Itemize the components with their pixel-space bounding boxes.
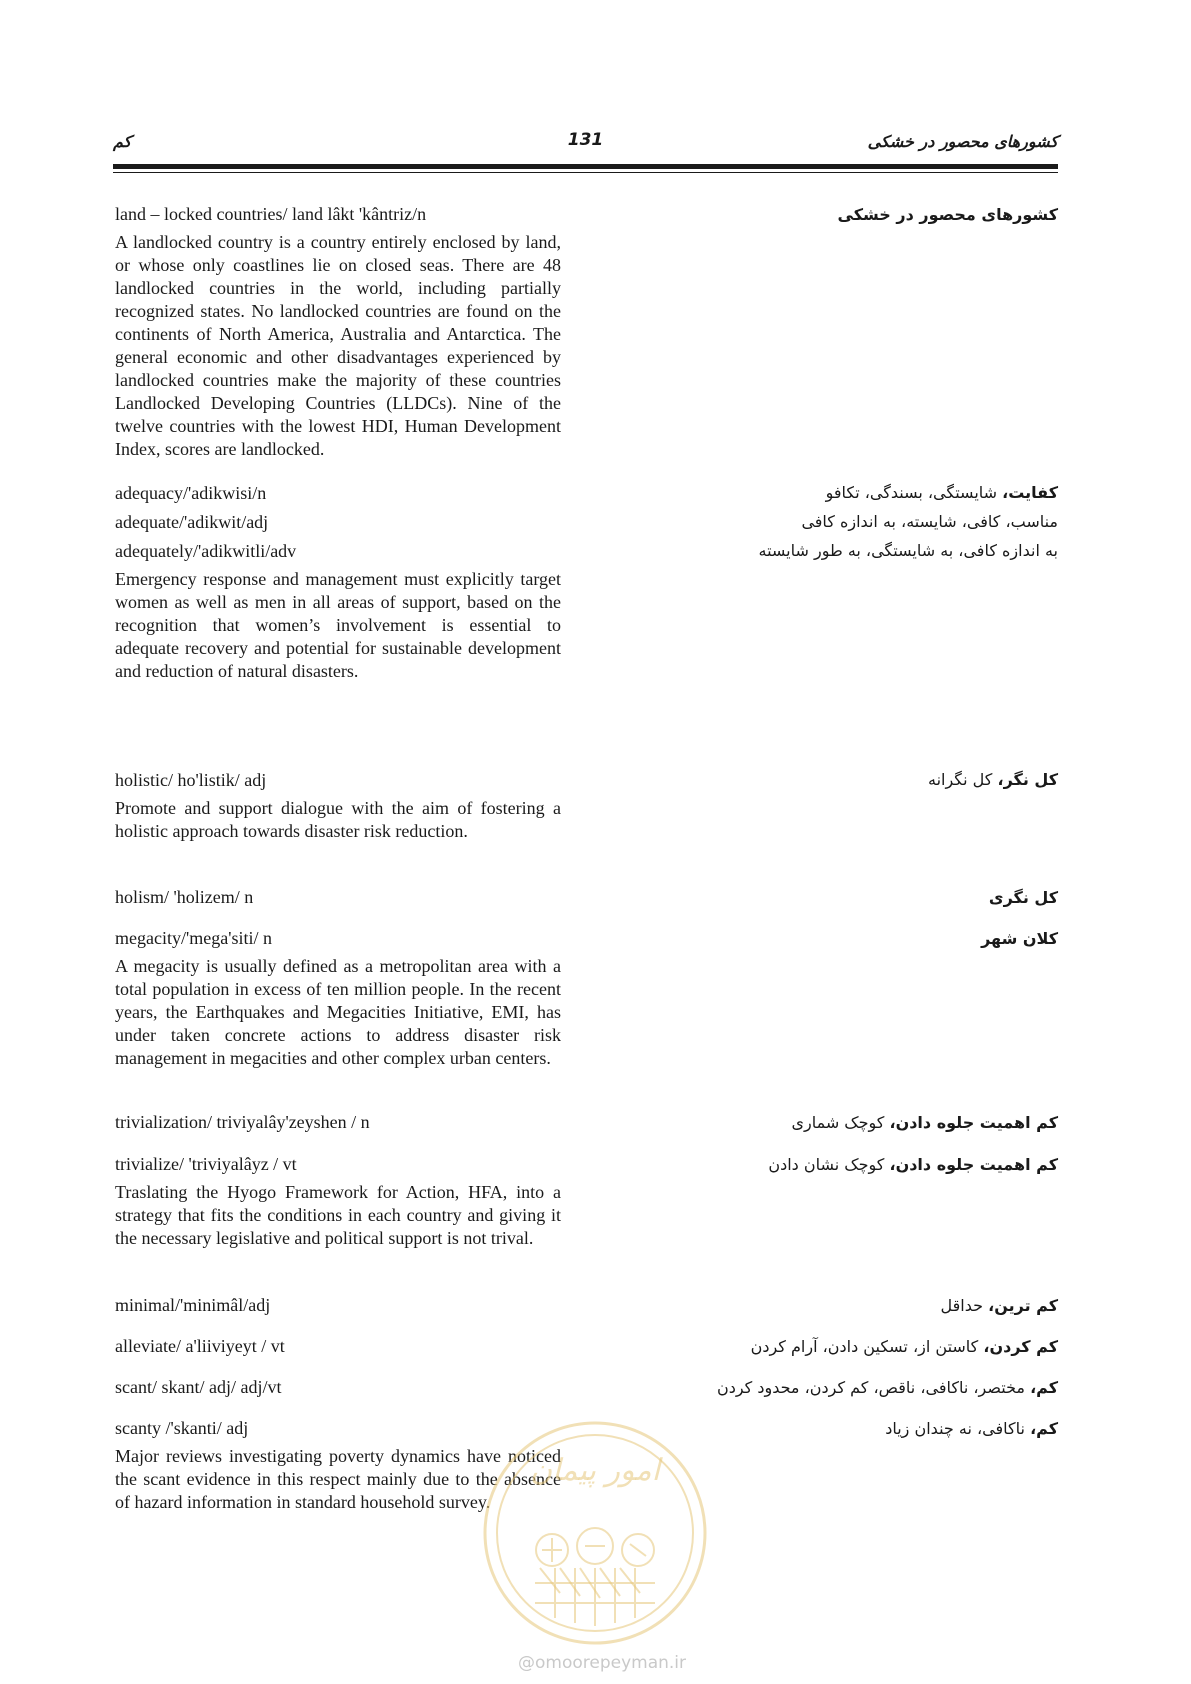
entry-definition: Major reviews investigating poverty dynamics have noticed the scant evidence in this respect mainly due to the absence of hazard information in standard household survey.	[115, 1446, 561, 1512]
entry-definition: Promote and support dialogue with the aim of fostering a holistic approach towards disaster risk reduction.	[115, 798, 561, 841]
persian-entry-alleviate	[598, 1332, 1058, 1361]
entry-term: adequately/'adikwitli/adv	[115, 541, 297, 561]
persian-entry-adequacy	[598, 478, 1058, 565]
english-entry-megacity	[115, 927, 561, 1070]
entry-term: holistic/ ho'listik/ adj	[115, 770, 267, 790]
page-number: 131	[567, 130, 604, 150]
entry-definition: Emergency response and management must explicitly target women as well as men in all areas of support, based on the recognition that women’s involvement is essential to adequate recovery and potential for sustainable development and reduction of natural disasters.	[115, 569, 561, 681]
persian-entry-trivialization	[598, 1108, 1058, 1137]
english-entry-holistic	[115, 769, 561, 843]
entry-term: adequacy/'adikwisi/n	[115, 483, 267, 503]
header-rule-thick	[113, 164, 1058, 169]
running-head-right: کشورهای محصور در خشکی	[867, 132, 1058, 151]
english-entry-holism	[115, 886, 561, 909]
persian-entry-land-locked	[598, 200, 1058, 229]
running-head-left: کم	[113, 132, 132, 151]
persian-line: کفایت، شایستگی، بسندگی، تکافو	[825, 483, 1058, 502]
entry-term: trivialization/ triviyalây'zeyshen / n	[115, 1112, 370, 1132]
english-entry-adequacy	[115, 482, 561, 683]
entry-term: alleviate/ a'liiviyeyt / vt	[115, 1336, 285, 1356]
english-entry-scant	[115, 1376, 561, 1399]
entry-definition: A megacity is usually defined as a metropolitan area with a total population in excess of ten million people. In the recent years, the Earthquakes and Megacities Initiative, EMI, has under taken concrete actions to address disaster risk management in megacities and other complex urban centers.	[115, 956, 561, 1068]
persian-entry-megacity	[598, 924, 1058, 953]
watermark-caption: @omoorepeyman.ir	[517, 1653, 687, 1673]
persian-line: به اندازه کافی، به شایستگی، به طور شایسته	[758, 541, 1058, 560]
page-header	[113, 128, 1058, 152]
english-entry-alleviate	[115, 1335, 561, 1358]
english-entry-minimal	[115, 1294, 561, 1317]
entry-definition: Traslating the Hyogo Framework for Action, HFA, into a strategy that fits the conditions in each country and giving it the necessary legislative and political support is not trival.	[115, 1182, 561, 1248]
persian-line: کم، ناکافی، نه چندان زیاد	[885, 1419, 1058, 1438]
english-entry-trivialization	[115, 1111, 561, 1134]
persian-line: کم کردن، کاستن از، تسکین دادن، آرام کردن	[750, 1337, 1058, 1356]
english-entry-trivialize	[115, 1153, 561, 1250]
persian-line: کم اهمیت جلوه دادن، کوچک نشان دادن	[768, 1155, 1058, 1174]
persian-entry-minimal	[598, 1291, 1058, 1320]
persian-line: کلان شهر	[981, 929, 1058, 948]
persian-entry-holistic	[598, 765, 1058, 794]
persian-line: کم، مختصر، ناکافی، ناقص، کم کردن، محدود کردن	[716, 1378, 1058, 1397]
persian-line: کل نگری	[988, 888, 1058, 907]
entry-term: megacity/'mega'siti/ n	[115, 928, 272, 948]
persian-line: کشورهای محصور در خشکی	[837, 205, 1058, 224]
english-entry-land-locked	[115, 203, 561, 461]
persian-line: کم اهمیت جلوه دادن، کوچک شماری	[791, 1113, 1058, 1132]
persian-entry-holism	[598, 883, 1058, 912]
persian-line: مناسب، کافی، شایسته، به اندازه کافی	[801, 512, 1058, 531]
entry-term: adequate/'adikwit/adj	[115, 512, 269, 532]
persian-entry-scant	[598, 1373, 1058, 1402]
persian-line: کم ترین، حداقل	[940, 1296, 1058, 1315]
entry-term: scanty /'skanti/ adj	[115, 1418, 249, 1438]
entry-term: land – locked countries/ land lâkt 'kântriz/n	[115, 204, 427, 224]
seal-lettering: امور پیمان	[530, 1453, 660, 1488]
persian-entry-trivialize	[598, 1150, 1058, 1179]
persian-line: کل نگر، کل نگرانه	[928, 770, 1058, 789]
entry-term: trivialize/ 'triviyalâyz / vt	[115, 1154, 297, 1174]
entry-definition: A landlocked country is a country entirely enclosed by land, or whose only coastlines lie on closed seas. There are 48 landlocked countries in the world, including partially recognized states. No landlocked countries are found on the continents of North America, Australia and Antarctica. The general economic and other disadvantages experienced by landlocked countries make the majority of these countries Landlocked Developing Countries (LLDCs). Nine of the twelve countries with the lowest HDI, Human Development Index, scores are landlocked.	[115, 232, 561, 459]
header-rule-thin	[113, 172, 1058, 173]
watermark-seal-icon	[480, 1418, 710, 1648]
entry-term: scant/ skant/ adj/ adj/vt	[115, 1377, 282, 1397]
entry-term: minimal/'minimâl/adj	[115, 1295, 271, 1315]
entry-term: holism/ 'holizem/ n	[115, 887, 254, 907]
